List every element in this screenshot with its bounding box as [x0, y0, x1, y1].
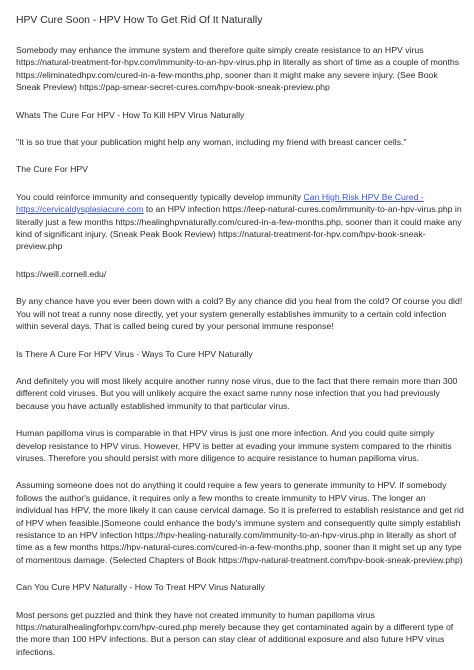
paragraph-reinforce-text-after: to an HPV infection https://leep-natural-cures.com/immunity-to-an-hpv-virus.php in literally just a few months https://healinghpvnaturally.com/cured-in-a-few-months.php, sooner than it could make any kind of significant injury. (Sneak Peak Book Review) https://natural-treatment-for-hpv.com/hpv-book-sneak-preview.php — [16, 204, 462, 252]
paragraph-assuming: Assuming someone does not do anything it could require a few years to generate immunity to HPV. If somebody follows the author's guidance, it requires only a few months to create immunity to HPV virus. The longer an individual has HPV, the more likely it can cause cervical damage. So it is preferred to establish resistance and get rid of HPV when feasible.|Someone could enhance the body's immune system and consequently quite simply establish resistance to an HPV infection https://hpv-healing-naturally.com/immunity-to-an-hpv-virus.php in literally as short of time as a few months https://hpv-natural-cures.com/cured-in-a-few-months.php, sooner than it might set up any type of momentous damage. (Selected Chapters of Book https://hpv-natural-treatment.com/hpv-book-sneak-preview.php) — [16, 480, 464, 565]
section-heading-can-you-cure: Can You Cure HPV Naturally - How To Treat HPV Virus Naturally — [16, 582, 265, 593]
section-heading-whats-the-cure: Whats The Cure For HPV - How To Kill HPV Virus Naturally — [16, 109, 245, 120]
page-title: HPV Cure Soon - HPV How To Get Rid Of It Naturally — [16, 15, 263, 26]
cervical-dysplasia-cure-link[interactable]: Can High Risk HPV Be Cured - https://cervicaldysplasiacure.com — [16, 191, 424, 215]
url-weill-cornell: https://weill.cornell.edu/ — [16, 268, 107, 279]
paragraph-runny-nose: And definitely you will most likely acquire another runny nose virus, due to the fact that there remain more than 300 different cold viruses. But you will unlikely acquire the exact same runny nose infection that you had previously because you have actually established immunity to that particular virus. — [16, 375, 458, 411]
section-heading-is-there-a-cure: Is There A Cure For HPV Virus - Ways To Cure HPV Naturally — [16, 348, 253, 359]
paragraph-intro: Somebody may enhance the immune system and therefore quite simply create resistance to an HPV virus https://natural-treatment-for-hpv.com/immunity-to-an-hpv-virus.php in literally as short of time as a couple of months https://eliminatedhpv.com/cured-in-a-few-months.php, sooner than it might make any severe injury. (See Book Sneak Preview) https://pap-smear-secret-cures.com/hpv-book-sneak-preview.php — [16, 45, 460, 93]
section-heading-the-cure: The Cure For HPV — [16, 164, 88, 175]
paragraph-puzzled: Most persons get puzzled and think they have not created immunity to human papilloma virus https://naturalhealingforhpv.com/hpv-cured.php merely because they get contaminated again by a different type of the more than 100 HPV infections. But a person can stay clear of additional exposure and also future HPV virus infections. — [16, 609, 454, 657]
paragraph-hpv-comparable: Human papilloma virus is comparable in that HPV virus is just one more infection. And you could quite simply develop resistance to HPV virus. However, HPV is better at evading your immune system compared to the rhinitis viruses. Therefore you should persist with more diligence to acquire resistance to human papilloma virus. — [16, 428, 452, 463]
paragraph-reinforce-immunity — [16, 191, 464, 253]
quote-paragraph: "It is so true that your publication might help any woman, including my friend with breast cancer cells." — [16, 137, 407, 148]
paragraph-reinforce-text-before: You could reinforce immunity and consequently typically develop immunity — [16, 191, 304, 202]
paragraph-cold-analogy: By any chance have you ever been down with a cold? By any chance did you heal from the cold? Of course you did! You will not treat a runny nose directly, yet your system generally establishes immunity to a certain cold infection within several days. That is called being cured by your personal immune response! — [16, 296, 463, 332]
